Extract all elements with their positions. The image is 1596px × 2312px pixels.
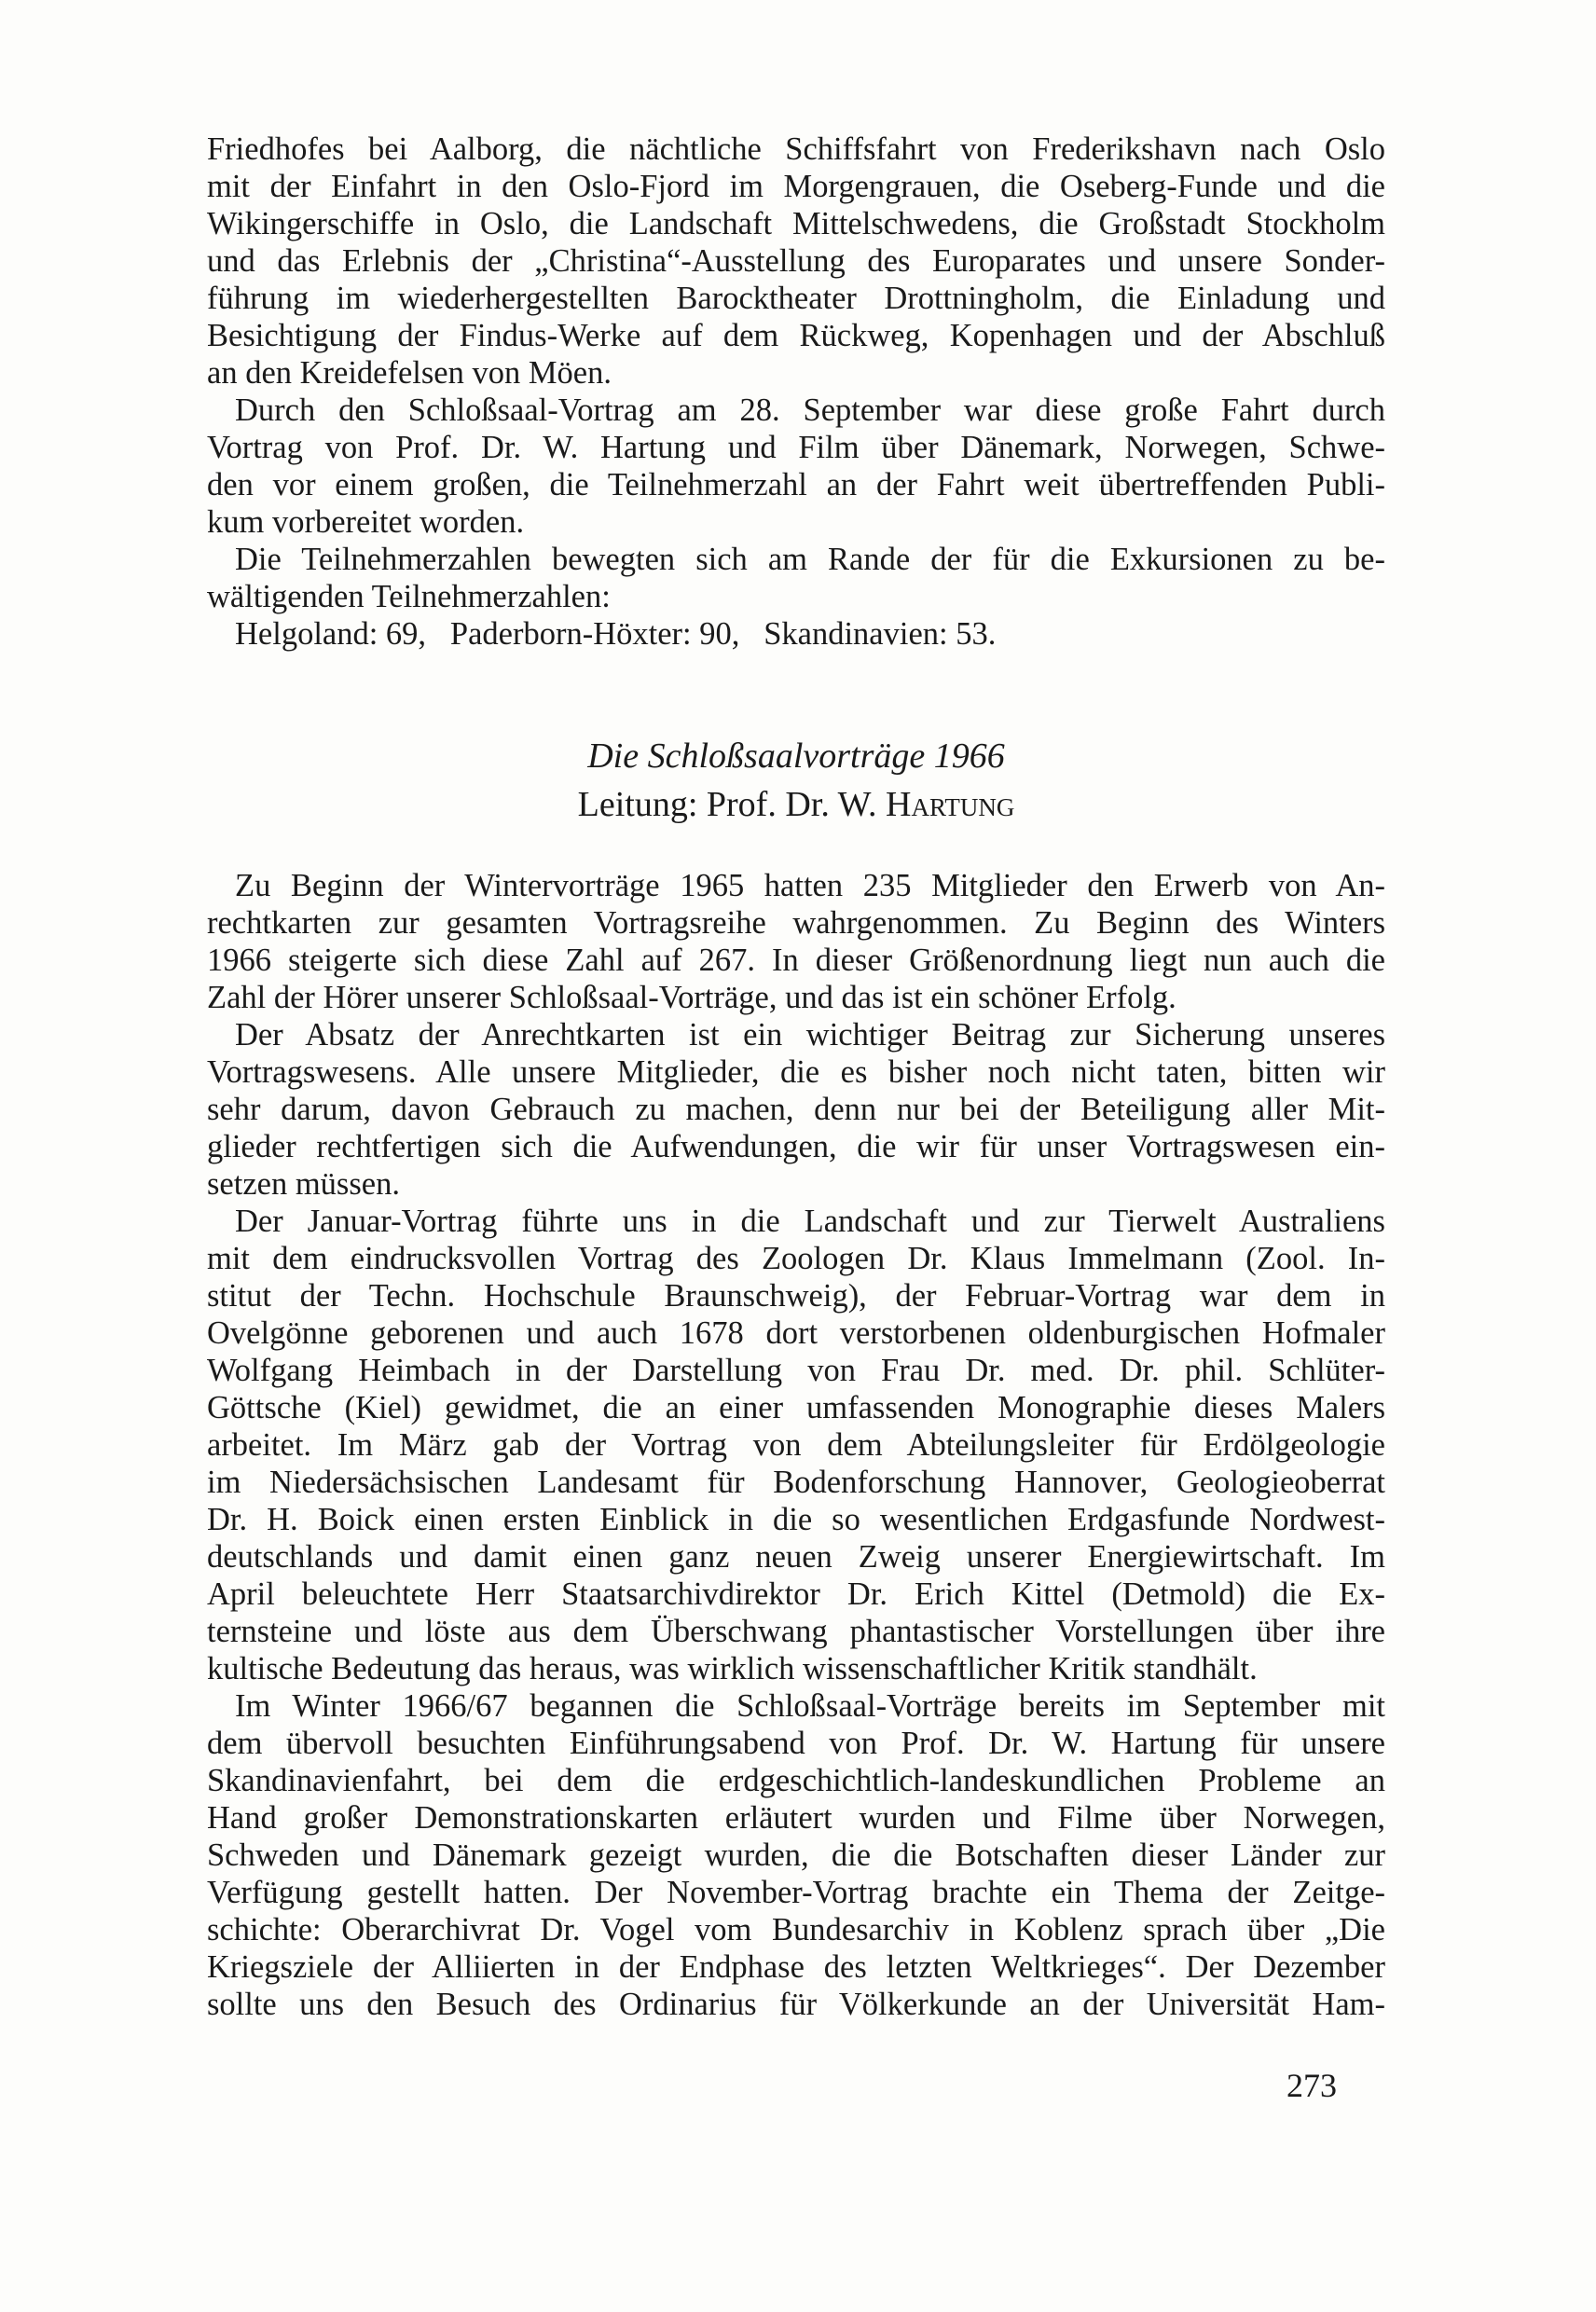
participant-counts-line: Helgoland: 69, Paderborn-Höxter: 90, Skandinavien: 53.: [235, 616, 997, 652]
text-line: deutschlands und damit einen ganz neuen Zweig unserer Energiewirtschaft. Im: [207, 1539, 1385, 1575]
text-line: führung im wiederhergestellten Barocktheater Drottningholm, die Einladung und: [207, 281, 1385, 316]
text-line: Kriegsziele der Alliierten in der Endphase des letzten Weltkrieges“. Der Dezember: [207, 1949, 1385, 1985]
section-subtitle: [207, 783, 1385, 826]
section-title: Die Schloßsaalvorträge 1966: [587, 736, 1005, 776]
page-number: 273: [1286, 2067, 1337, 2104]
text-line: April beleuchtete Herr Staatsarchivdirektor Dr. Erich Kittel (Detmold) die Ex-: [207, 1576, 1385, 1612]
text-line: Göttsche (Kiel) gewidmet, die an einer umfassenden Monographie dieses Malers: [207, 1390, 1385, 1425]
text-line: Skandinavienfahrt, bei dem die erdgeschichtlich-landeskundlichen Probleme an: [207, 1763, 1385, 1798]
text-line: sollte uns den Besuch des Ordinarius für Völkerkunde an der Universität Ham-: [207, 1987, 1385, 2022]
text-line: den vor einem großen, die Teilnehmerzahl an der Fahrt weit übertreffenden Publi-: [207, 467, 1385, 502]
text-line: glieder rechtfertigen sich die Aufwendungen, die wir für unser Vortragswesen ein-: [207, 1129, 1385, 1164]
text-line: sehr darum, davon Gebrauch zu machen, denn nur bei der Beteiligung aller Mit-: [207, 1092, 1385, 1127]
text-line: an den Kreidefelsen von Möen.: [207, 355, 612, 391]
text-line: Schweden und Dänemark gezeigt wurden, die die Botschaften dieser Länder zur: [207, 1837, 1385, 1873]
text-line: Hand großer Demonstrationskarten erläutert wurden und Filme über Norwegen,: [207, 1800, 1385, 1836]
text-line: mit der Einfahrt in den Oslo-Fjord im Morgengrauen, die Oseberg-Funde und die: [207, 169, 1385, 204]
text-line: Der Januar-Vortrag führte uns in die Landschaft und zur Tierwelt Australiens: [235, 1204, 1385, 1239]
text-line: Friedhofes bei Aalborg, die nächtliche Schiffsfahrt von Frederikshavn nach Oslo: [207, 131, 1385, 167]
text-line: Im Winter 1966/67 begannen die Schloßsaal-Vorträge bereits im September mit: [235, 1688, 1385, 1724]
text-line: mit dem eindrucksvollen Vortrag des Zoologen Dr. Klaus Immelmann (Zool. In-: [207, 1241, 1385, 1276]
text-line: Die Teilnehmerzahlen bewegten sich am Rande der für die Exkursionen zu be-: [235, 542, 1385, 577]
text-line: schichte: Oberarchivrat Dr. Vogel vom Bundesarchiv in Koblenz sprach über „Die: [207, 1912, 1385, 1947]
text-line: Der Absatz der Anrechtkarten ist ein wichtiger Beitrag zur Sicherung unseres: [235, 1017, 1385, 1053]
text-line: arbeitet. Im März gab der Vortrag von dem Abteilungsleiter für Erdölgeologie: [207, 1427, 1385, 1463]
text-line: setzen müssen.: [207, 1166, 400, 1202]
text-line: im Niedersächsischen Landesamt für Bodenforschung Hannover, Geologieoberrat: [207, 1465, 1385, 1500]
subtitle-name: Hartung: [886, 785, 1015, 824]
text-line: ternsteine und löste aus dem Überschwang phantastischer Vorstellungen über ihre: [207, 1614, 1385, 1649]
text-line: rechtkarten zur gesamten Vortragsreihe wahrgenommen. Zu Beginn des Winters: [207, 905, 1385, 941]
text-line: kultische Bedeutung das heraus, was wirklich wissenschaftlicher Kritik standhält.: [207, 1651, 1258, 1686]
text-line: dem übervoll besuchten Einführungsabend von Prof. Dr. W. Hartung für unsere: [207, 1726, 1385, 1761]
text-line: Zahl der Hörer unserer Schloßsaal-Vorträge, und das ist ein schöner Erfolg.: [207, 980, 1176, 1015]
subtitle-prefix: Leitung: Prof. Dr. W.: [577, 785, 887, 824]
text-line: kum vorbereitet worden.: [207, 504, 525, 540]
text-line: 1966 steigerte sich diese Zahl auf 267. In dieser Größenordnung liegt nun auch die: [207, 943, 1385, 978]
text-line: Besichtigung der Findus-Werke auf dem Rückweg, Kopenhagen und der Abschluß: [207, 318, 1385, 353]
text-line: wältigenden Teilnehmerzahlen:: [207, 579, 611, 614]
text-line: Wolfgang Heimbach in der Darstellung von Frau Dr. med. Dr. phil. Schlüter-: [207, 1353, 1385, 1388]
text-line: Wikingerschiffe in Oslo, die Landschaft Mittelschwedens, die Großstadt Stockholm: [207, 206, 1385, 241]
text-line: und das Erlebnis der „Christina“-Ausstellung des Europarates und unsere Sonder-: [207, 243, 1385, 279]
text-line: stitut der Techn. Hochschule Braunschweig), der Februar-Vortrag war dem in: [207, 1278, 1385, 1314]
text-line: Ovelgönne geborenen und auch 1678 dort verstorbenen oldenburgischen Hofmaler: [207, 1315, 1385, 1351]
text-line: Durch den Schloßsaal-Vortrag am 28. September war diese große Fahrt durch: [235, 392, 1385, 428]
text-line: Dr. H. Boick einen ersten Einblick in die so wesentlichen Erdgasfunde Nordwest-: [207, 1502, 1385, 1537]
text-line: Zu Beginn der Wintervorträge 1965 hatten 235 Mitglieder den Erwerb von An-: [235, 868, 1385, 903]
text-line: Verfügung gestellt hatten. Der November-Vortrag brachte ein Thema der Zeitge-: [207, 1875, 1385, 1910]
text-line: Vortrag von Prof. Dr. W. Hartung und Film über Dänemark, Norwegen, Schwe-: [207, 430, 1385, 465]
text-line: Vortragswesens. Alle unsere Mitglieder, die es bisher noch nicht taten, bitten wir: [207, 1054, 1385, 1090]
